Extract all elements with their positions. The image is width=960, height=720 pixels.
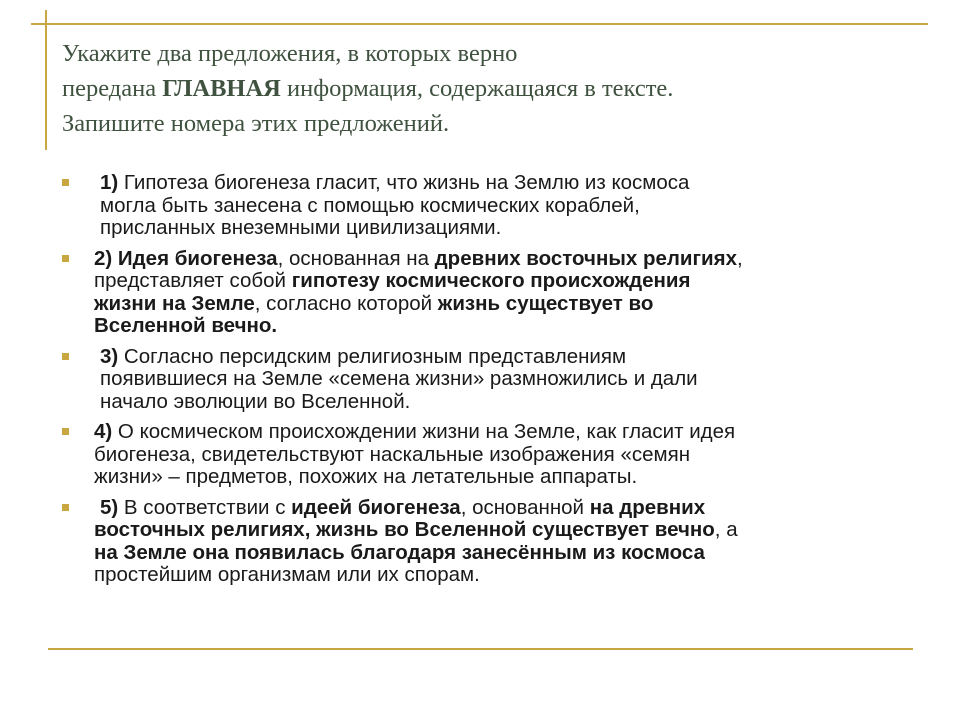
item-4-line-1: О космическом происхождении жизни на Земле, как гласит идея — [112, 420, 736, 443]
top-vertical-rule — [45, 10, 47, 150]
item-1-line-2: могла быть занесена с помощью космических кораблей, — [100, 193, 640, 217]
list-item-3 — [60, 346, 920, 414]
item-3-number: 3) — [100, 344, 119, 368]
item-2-number: 2) — [94, 246, 113, 270]
title-line-2-end: информация, содержащаяся в тексте. — [280, 75, 674, 102]
item-2-text — [94, 248, 920, 338]
title-line-2-start: передана — [62, 75, 163, 102]
top-horizontal-rule — [31, 23, 928, 25]
item-2-text-part: , согласно которой — [254, 291, 438, 315]
item-5-text — [94, 497, 920, 587]
item-1-line-3: присланных внеземными цивилизациями. — [100, 216, 502, 239]
square-bullet-icon — [62, 255, 69, 262]
title-line-3: Запишите номера этих предложений. — [62, 110, 450, 137]
item-2-text-part: , — [737, 246, 743, 270]
item-5-number: 5) — [100, 495, 119, 519]
item-2-text-part: представляет собой — [94, 269, 292, 292]
item-5-text-part: , основанной — [460, 495, 590, 519]
item-2-bold: жизни на Земле — [94, 291, 255, 315]
item-4-number: 4) — [94, 420, 113, 443]
title-emphasis: ГЛАВНАЯ — [162, 75, 281, 102]
item-1-line-1: Гипотеза биогенеза гласит, что жизнь на Землю из космоса — [118, 171, 690, 194]
item-4-line-3: жизни» – предметов, похожих на летательные аппараты. — [94, 465, 638, 488]
item-3-line-1: Согласно персидским религиозным представлениям — [118, 344, 627, 368]
sentence-list — [60, 172, 920, 595]
item-2-bold: Вселенной вечно. — [94, 314, 278, 337]
bottom-horizontal-rule — [48, 648, 913, 650]
list-item-4 — [60, 421, 920, 489]
list-item-1 — [60, 172, 920, 240]
item-1-number: 1) — [100, 171, 119, 194]
list-item-2 — [60, 248, 920, 338]
square-bullet-icon — [62, 353, 69, 360]
item-5-bold: восточных религиях, жизнь во Вселенной существует вечно — [94, 518, 715, 541]
item-3-line-3: начало эволюции во Вселенной. — [100, 389, 411, 413]
title-line-2 — [62, 71, 922, 106]
item-2-bold: жизнь существует во — [437, 291, 654, 315]
square-bullet-icon — [62, 428, 69, 435]
item-4-text — [94, 421, 920, 489]
item-5-line-4: простейшим организмам или их спорам. — [94, 563, 480, 586]
item-2-bold: Идея биогенеза — [112, 246, 278, 270]
item-5-bold: идеей биогенеза — [291, 495, 461, 519]
square-bullet-icon — [62, 179, 69, 186]
item-5-bold: на Земле она появилась благодаря занесённым из космоса — [94, 540, 705, 564]
slide-title — [62, 36, 922, 141]
item-2-bold: древних восточных религиях — [434, 246, 737, 270]
title-line-1: Укажите два предложения, в которых верно — [62, 40, 518, 67]
item-3-text — [94, 346, 920, 414]
item-1-text — [94, 172, 920, 240]
item-3-line-2: появившиеся на Земле «семена жизни» размножились и дали — [100, 367, 698, 390]
list-item-5 — [60, 497, 920, 587]
item-4-line-2: биогенеза, свидетельствуют наскальные изображения «семян — [94, 442, 691, 466]
item-5-text-part: В соответствии с — [118, 495, 292, 519]
item-2-text-part: , основанная на — [277, 246, 435, 270]
item-5-text-part: , а — [714, 518, 738, 541]
item-2-bold: гипотезу космического происхождения — [291, 269, 691, 292]
item-5-bold: на древних — [589, 495, 706, 519]
square-bullet-icon — [62, 504, 69, 511]
